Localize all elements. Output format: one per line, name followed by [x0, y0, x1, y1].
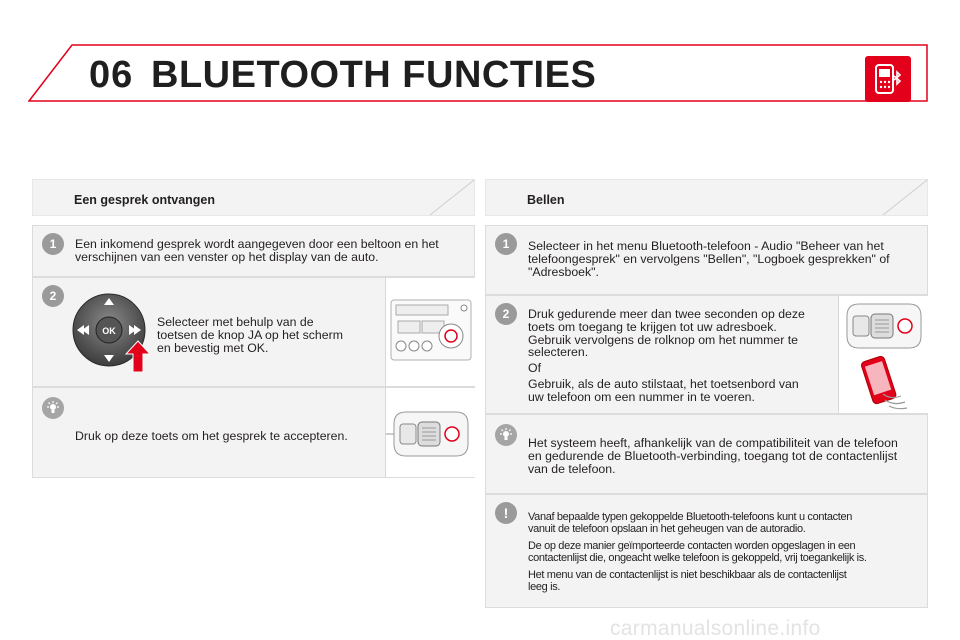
text-line: telefoongesprek" en vervolgens "Bellen", "Logboek gesprekken" of — [528, 251, 890, 266]
warning-icon: ! — [495, 502, 517, 524]
right-step-1 — [485, 225, 928, 295]
left-heading-text: Een gesprek ontvangen — [74, 193, 216, 207]
right-warning — [485, 494, 928, 608]
text-line: en gedurende de Bluetooth-verbinding, toegang tot de contactenlijst — [528, 448, 898, 463]
right-tip — [485, 414, 928, 494]
keypad-ok-label: OK — [102, 326, 116, 336]
right-step-2-text — [528, 308, 838, 404]
step-marker-1: 1 — [495, 233, 517, 255]
text-line: Druk gedurende meer dan twee seconden op deze — [528, 307, 805, 321]
text-line: De op deze manier geïmporteerde contacten worden opgeslagen in een — [528, 540, 856, 552]
navigation-keypad-icon — [71, 292, 157, 372]
left-section-heading — [32, 179, 475, 216]
left-tip-text: Druk op deze toets om het gesprek te accepteren. — [75, 429, 348, 443]
right-step-1-text — [528, 240, 923, 278]
step-marker-2: 2 — [495, 303, 517, 325]
text-line: Gebruik, als de auto stilstaat, het toetsenbord van — [528, 376, 799, 391]
text-line: leeg is. — [528, 581, 561, 593]
right-tip-text — [528, 437, 923, 475]
left-step-1 — [32, 225, 475, 277]
right-warning-text — [528, 511, 926, 593]
left-step-1-text — [75, 238, 470, 264]
text-line: Of — [528, 361, 541, 376]
text-line: Selecteer met behulp van de — [157, 315, 314, 329]
steering-and-phone-illustration — [838, 296, 928, 413]
text-line: "Adresboek". — [528, 264, 599, 279]
text-line: van de telefoon. — [528, 461, 616, 476]
text-line: Het systeem heeft, afhankelijk van de compatibiliteit van de telefoon — [528, 436, 898, 450]
page-title: BLUETOOTH FUNCTIES — [151, 54, 597, 96]
chapter-number: 06 — [89, 54, 134, 96]
text-line: toets om toegang te krijgen tot uw adresboek. — [528, 319, 777, 334]
text-line: selecteren. — [528, 345, 589, 360]
text-line: Een inkomend gesprek wordt aangegeven door een beltoon en het — [75, 237, 439, 251]
right-heading-text: Bellen — [527, 193, 565, 207]
left-step-2-text — [157, 316, 382, 354]
text-line: uw telefoon om een nummer in te voeren. — [528, 389, 755, 404]
text-line: contactenlijst die, ongeacht welke telefoon is gekoppeld, vrij toegankelijk is. — [528, 552, 867, 564]
lightbulb-icon — [42, 397, 64, 419]
lightbulb-icon — [495, 424, 517, 446]
left-step-2 — [32, 277, 475, 387]
text-line: Vanaf bepaalde typen gekoppelde Bluetooth-telefoons kunt u contacten — [528, 511, 852, 523]
text-line: Gebruik vervolgens de rolknop om het nummer te — [528, 332, 798, 347]
step-marker-2: 2 — [42, 285, 64, 307]
text-line: verschijnen van een venster op het display van de auto. — [75, 249, 379, 264]
text-line: Selecteer in het menu Bluetooth-telefoon - Audio "Beheer van het — [528, 239, 884, 253]
text-line: toetsen de knop JA op het scherm — [157, 327, 343, 342]
radio-panel-illustration — [385, 278, 475, 386]
text-line: en bevestig met OK. — [157, 340, 269, 355]
left-tip — [32, 387, 475, 478]
steering-control-illustration — [385, 388, 475, 477]
right-step-2 — [485, 295, 928, 414]
text-line: vanuit de telefoon opslaan in het geheugen van de autoradio. — [528, 523, 806, 535]
text-line: Het menu van de contactenlijst is niet beschikbaar als de contactenlijst — [528, 569, 847, 581]
bluetooth-phone-icon — [865, 56, 911, 102]
step-marker-1: 1 — [42, 233, 64, 255]
watermark: carmanualsonline.info — [610, 617, 821, 640]
right-section-heading — [485, 179, 928, 216]
